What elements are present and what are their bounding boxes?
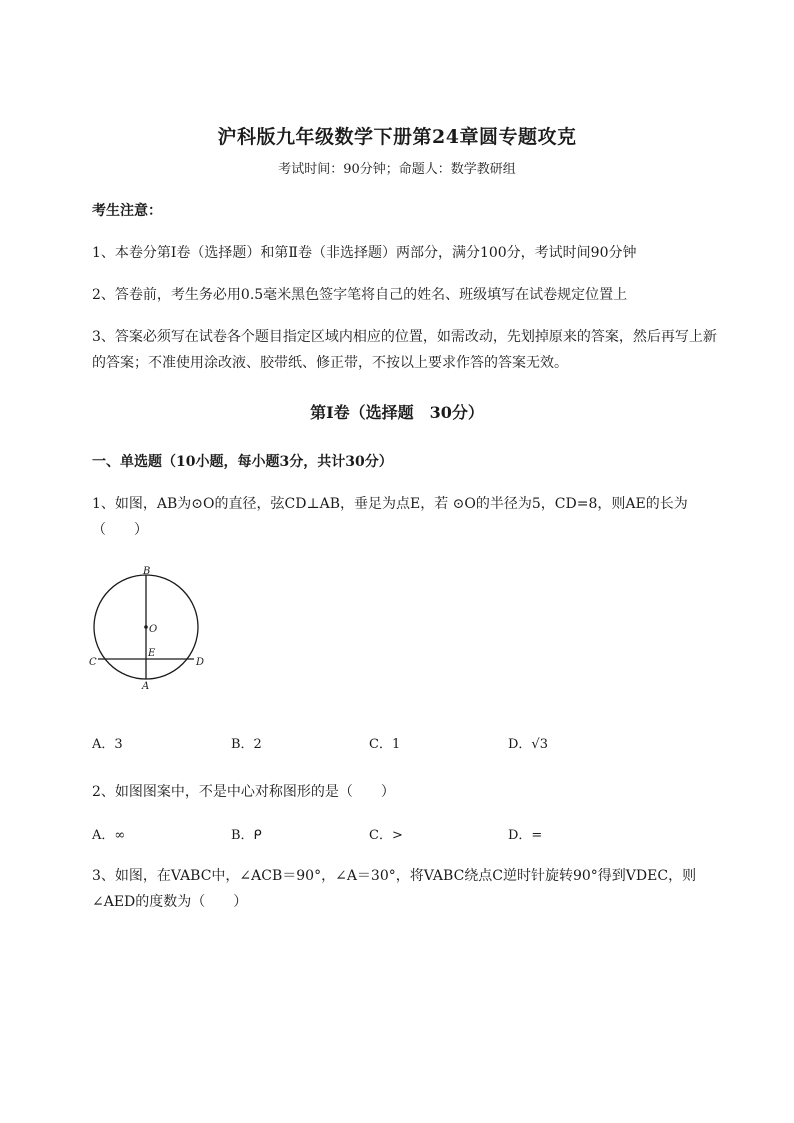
notice-line-4: 的答案；不准使用涂改液、胶带纸、修正带，不按以上要求作答的答案无效。 (92, 355, 568, 371)
label-d: D (196, 657, 205, 668)
part-heading: 一、单选题（10小题，每小题3分，共计30分） (92, 454, 393, 470)
question-2-stem: 2、如图图案中，不是中心对称图形的是（ ） (92, 784, 395, 800)
circle-diagram (85, 562, 210, 694)
question-3-stem-cont: ∠AED的度数为（ ） (92, 894, 248, 910)
label-o: O (149, 624, 158, 635)
notice-heading: 考生注意： (92, 203, 162, 219)
q2-option-a: A．∞ (92, 828, 126, 843)
label-c: C (89, 657, 97, 668)
q1-option-c: C．1 (369, 737, 401, 752)
q2-option-b: B．ᑭ (231, 828, 262, 843)
question-1-stem: 1、如图，AB为⊙O的直径，弦CD⊥AB，垂足为点E，若 ⊙O的半径为5，CD=8，则AE的长为 (92, 496, 688, 512)
q2-option-c: C．> (369, 828, 403, 843)
label-e: E (148, 648, 156, 659)
notice-line-1: 1、本卷分第I卷（选择题）和第Ⅱ卷（非选择题）两部分，满分100分，考试时间90分钟 (92, 245, 637, 261)
notice-line-2: 2、答卷前，考生务必用0.5毫米黑色签字笔将自己的姓名、班级填写在试卷规定位置上 (92, 287, 628, 303)
q2-option-d: D．= (508, 828, 543, 843)
notice-line-3: 3、答案必须写在试卷各个题目指定区域内相应的位置，如需改动，先划掉原来的答案，然后再写上新 (92, 329, 717, 345)
question-3-stem: 3、如图，在VABC中，∠ACB＝90°，∠A＝30°，将VABC绕点C逆时针旋转90°得到VDEC，则 (92, 868, 697, 884)
q1-option-b: B．2 (231, 737, 262, 752)
exam-info: 考试时间：90分钟；命题人：数学教研组 (278, 162, 516, 177)
label-b: B (143, 566, 151, 577)
q1-option-d: D．√3 (508, 737, 548, 752)
question-1-stem-cont: （ ） (92, 522, 148, 538)
page-title: 沪科版九年级数学下册第24章圆专题攻克 (217, 126, 577, 148)
center-point (144, 625, 148, 629)
section-title: 第I卷（选择题 30分） (310, 403, 484, 422)
q1-option-a: A．3 (92, 737, 123, 752)
label-a: A (142, 681, 150, 692)
